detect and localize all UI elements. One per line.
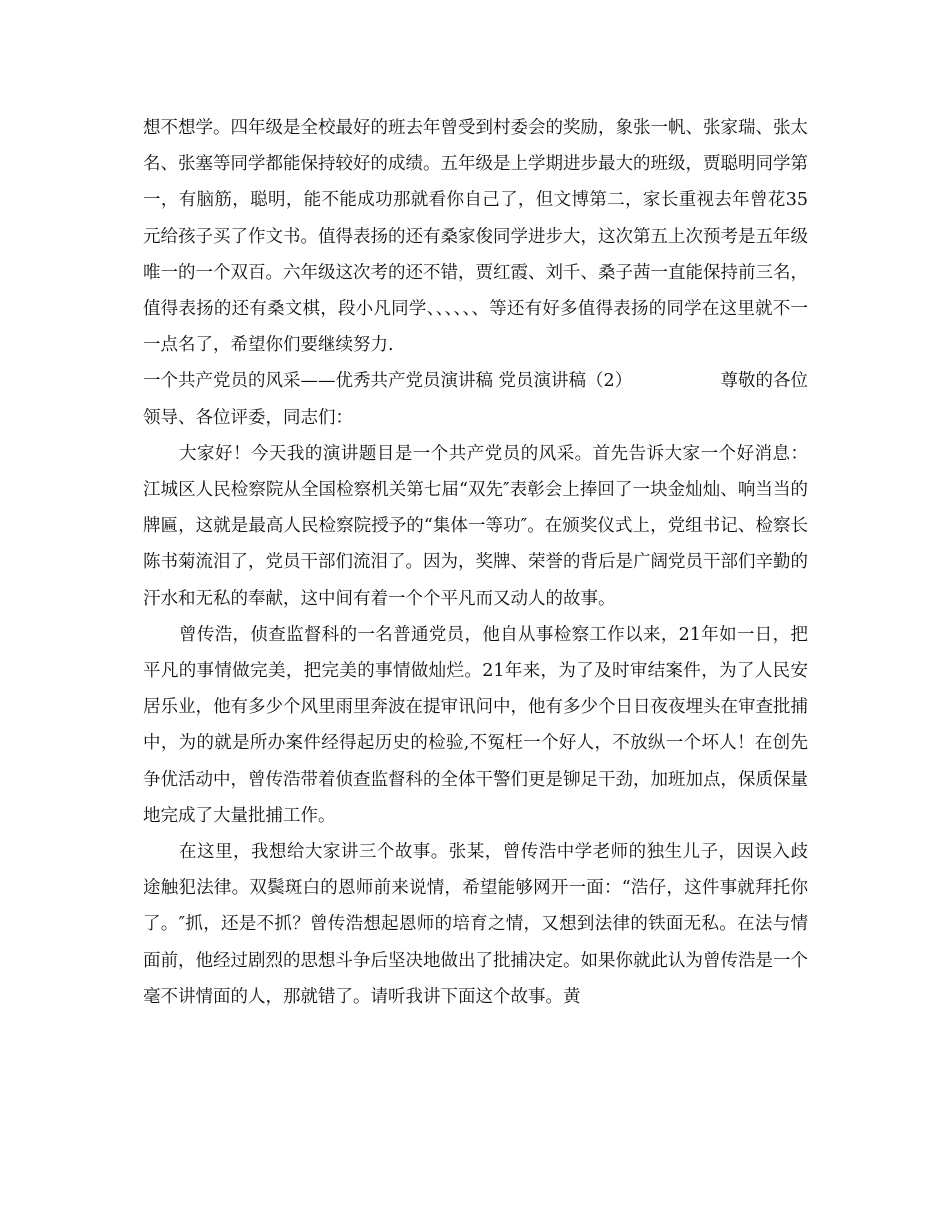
speech-title-line — [143, 363, 808, 399]
salutation-continued: 领导、各位评委，同志们： — [143, 407, 353, 428]
body-paragraph-3: 在这里，我想给大家讲三个故事。张某，曾传浩中学老师的独生儿子，因误入歧途触犯法律。双鬓斑白的恩师前来说情，希望能够网开一面：“浩仔，这件事就拜托你了。″抓，还是不抓？曾传浩想起恩师的培育之情，又想到法律的铁面无私。在法与情面前，他经过剧烈的思想斗争后坚决地做出了批捕决定。如果你就此认为曾传浩是一个毫不讲情面的人，那就错了。请听我讲下面这个故事。黄 — [143, 842, 808, 1007]
salutation-start: 尊敬的各位 — [720, 371, 808, 392]
intro-paragraph: 想不想学。四年级是全校最好的班去年曾受到村委会的奖励，象张一帆、张家瑞、张太名、张塞等同学都能保持较好的成绩。五年级是上学期进步最大的班级，贾聪明同学第一，有脑筋，聪明，能不能成功那就看你自己了，但文博第二，家长重视去年曾花35元给孩子买了作文书。值得表扬的还有桑家俊同学进步大，这次第五上次预考是五年级唯一的一个双百。六年级这次考的还不错，贾红霞、刘千、桑子茜一直能保持前三名，值得表扬的还有桑文棋，段小凡同学、、、、、、等还有好多值得表扬的同学在这里就不一一点名了，希望你们要继续努力. — [143, 118, 808, 356]
speech-title: 一个共产党员的风采——优秀共产党员演讲稿 党员演讲稿（2） — [143, 371, 633, 392]
body-paragraph-2: 曾传浩，侦查监督科的一名普通党员，他自从事检察工作以来，21年如一日，把平凡的事情做完美，把完美的事情做灿烂。21年来，为了及时审结案件，为了人民安居乐业，他有多少个风里雨里奔波在提审讯问中，他有多少个日日夜夜埋头在审查批捕中，为的就是所办案件经得起历史的检验,不冤枉一个好人，不放纵一个坏人！在创先争优活动中，曾传浩带着侦查监督科的全体干警们更是铆足干劲，加班加点，保质保量地完成了大量批捕工作。 — [143, 624, 808, 826]
document-body — [143, 110, 808, 1015]
body-paragraph-1: 大家好！今天我的演讲题目是一个共产党员的风采。首先告诉大家一个好消息：江城区人民检察院从全国检察机关第七届“双先″表彰会上捧回了一块金灿灿、响当当的牌匾，这就是最高人民检察院授予的“集体一等功″。在颁奖仪式上，党组书记、检察长陈书菊流泪了，党员干部们流泪了。因为，奖牌、荣誉的背后是广阔党员干部们辛勤的汗水和无私的奉献，这中间有着一个个平凡而又动人的故事。 — [143, 443, 808, 609]
